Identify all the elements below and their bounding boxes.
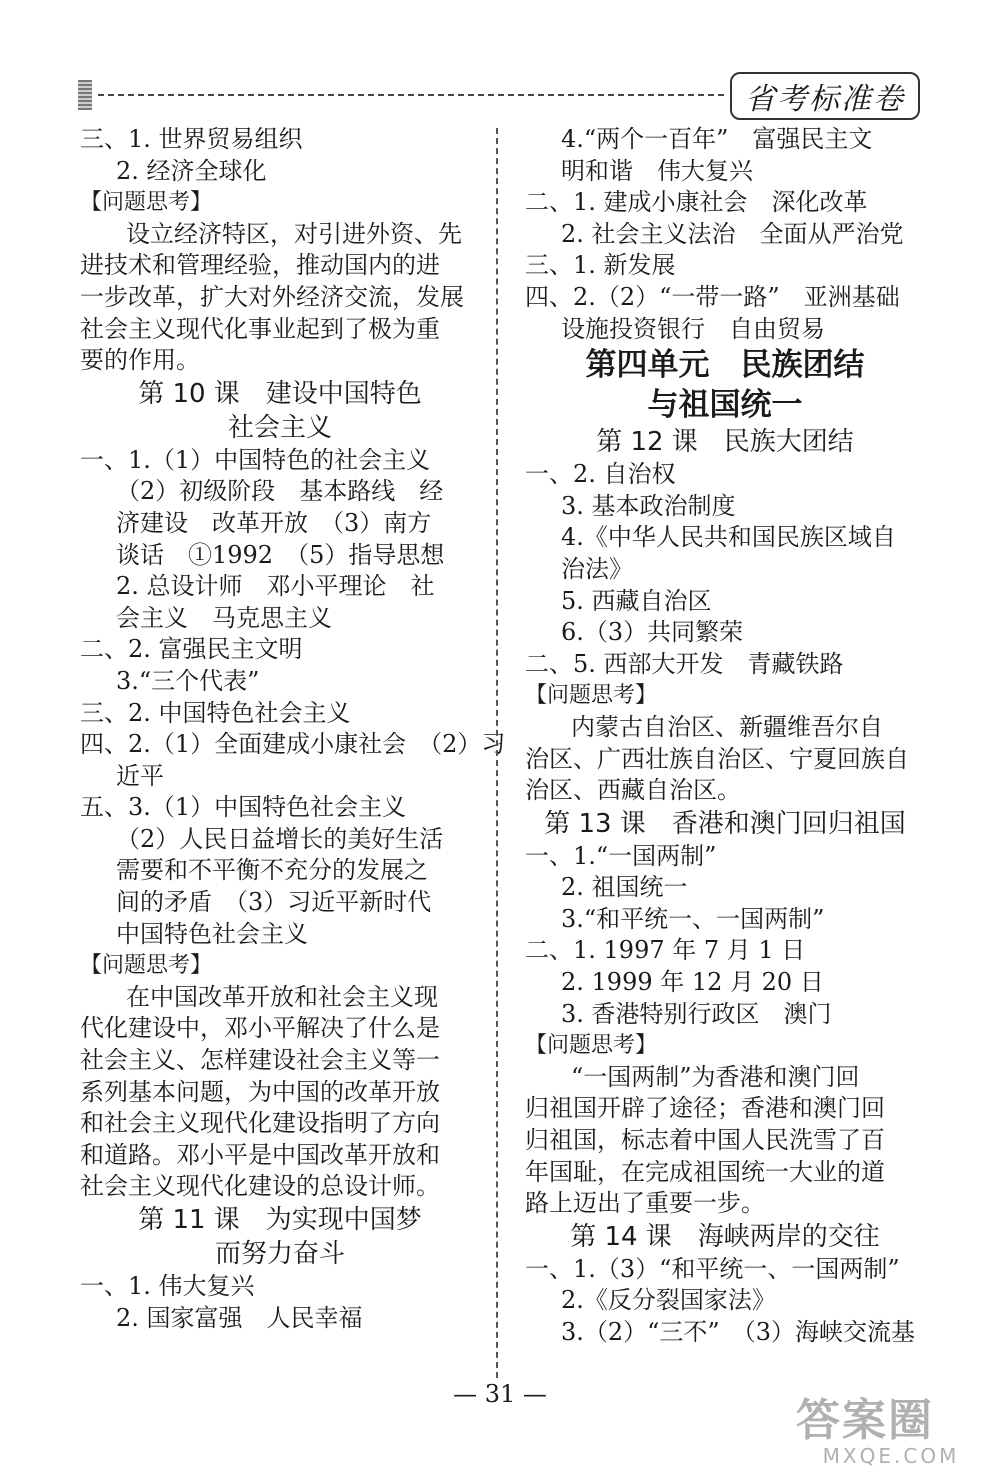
- answer-line: 3. 基本政治制度: [561, 491, 736, 520]
- answer-line: 治法》: [561, 554, 633, 583]
- right-column: [525, 124, 925, 1349]
- lesson-heading: 第 13 课 香港和澳门回归祖国: [544, 808, 906, 839]
- answer-line: 中国特色社会主义: [116, 919, 308, 948]
- answer-line: 和社会主义现代化建设指明了方向: [80, 1109, 440, 1138]
- answer-line: 2. 1999 年 12 月 20 日: [561, 968, 824, 997]
- series-brand: 省考标准卷: [730, 72, 920, 120]
- answer-line: 四、2.（1）全面建成小康社会 （2）习: [80, 730, 506, 759]
- answer-line: 5. 西藏自治区: [561, 586, 712, 615]
- answer-line: 三、1. 新发展: [525, 251, 676, 280]
- answer-line: 社会主义现代化事业起到了极为重: [80, 314, 440, 343]
- answer-line: 二、5. 西部大开发 青藏铁路: [525, 649, 844, 678]
- unit-heading: 第四单元 民族团结: [585, 347, 865, 384]
- answer-line: 近平: [116, 761, 164, 790]
- lesson-heading: 第 11 课 为实现中国梦: [138, 1205, 422, 1235]
- answer-line: 4.“两个一百年” 富强民主文: [561, 125, 873, 153]
- lesson-heading: 第 10 课 建设中国特色: [138, 378, 422, 409]
- answer-line: 路上迈出了重要一步。: [525, 1189, 765, 1218]
- answer-line: 归祖国，标志着中国人民洗雪了百: [525, 1126, 885, 1155]
- answer-line: 2. 祖国统一: [561, 873, 688, 902]
- answer-line: 年国耻，在完成祖国统一大业的道: [525, 1157, 885, 1186]
- answer-line: 3.（2）“三不” （3）海峡交流基: [561, 1318, 915, 1346]
- answer-line: 和道路。邓小平是中国改革开放和: [80, 1140, 440, 1169]
- answer-line: 治区、广西壮族自治区、宁夏回族自: [525, 744, 909, 773]
- watermark-text: 答案圈: [796, 1395, 934, 1446]
- answer-line: 二、1. 建成小康社会 深化改革: [525, 188, 868, 217]
- answer-line: 济建设 改革开放 （3）南方: [116, 508, 432, 537]
- answer-line: “一国两制”为香港和澳门回: [571, 1062, 860, 1091]
- answer-line: 治区、西藏自治区。: [525, 776, 741, 805]
- answer-line: 五、3.（1）中国特色社会主义: [80, 793, 407, 822]
- answer-line: 3.“三个代表”: [116, 666, 260, 695]
- answer-line: 3.“和平统一、一国两制”: [561, 904, 825, 933]
- page-header: [78, 72, 920, 122]
- lesson-heading: 而努力奋斗: [214, 1239, 345, 1269]
- answer-line: 一步改革，扩大对外经济交流，发展: [80, 282, 464, 311]
- answer-line: 一、1.（3）“和平统一、一国两制”: [525, 1254, 900, 1283]
- answer-line: 2. 经济全球化: [116, 156, 267, 185]
- answer-line: 一、1. 伟大复兴: [80, 1272, 255, 1300]
- answer-line: （2）人民日益增长的美好生活: [116, 824, 444, 853]
- lesson-heading: 第 12 课 民族大团结: [596, 427, 854, 458]
- answer-line: 一、2. 自治权: [525, 460, 676, 489]
- answer-line: 系列基本问题，为中国的改革开放: [80, 1077, 440, 1106]
- answer-line: 社会主义、怎样建设社会主义等一: [80, 1046, 440, 1075]
- watermark-logo: [796, 1395, 986, 1468]
- answer-line: 进技术和管理经验，推动国内的进: [80, 251, 440, 280]
- corner-ornament-icon: [78, 80, 92, 110]
- answer-line: 2. 总设计师 邓小平理论 社: [116, 572, 435, 601]
- section-tag: 【问题思考】: [80, 190, 213, 216]
- answer-line: 内蒙古自治区、新疆维吾尔自: [571, 712, 883, 741]
- answer-line: 四、2.（2）“一带一路” 亚洲基础: [525, 282, 900, 311]
- lesson-heading: 社会主义: [227, 412, 332, 443]
- watermark-url: MXQE.COM: [822, 1444, 960, 1468]
- answer-line: 3. 香港特别行政区 澳门: [561, 999, 832, 1028]
- answer-line: 二、1. 1997 年 7 月 1 日: [525, 936, 806, 965]
- answer-line: 代化建设中，邓小平解决了什么是: [80, 1014, 440, 1043]
- section-tag: 【问题思考】: [525, 683, 658, 709]
- answer-line: 会主义 马克思主义: [116, 603, 332, 632]
- page-number: — 31 —: [453, 1380, 547, 1408]
- answer-line: 要的作用。: [80, 346, 200, 375]
- answer-line: 社会主义现代化建设的总设计师。: [80, 1172, 440, 1201]
- answer-line: （2）初级阶段 基本路线 经: [116, 477, 444, 506]
- answer-line: 2. 国家富强 人民幸福: [116, 1303, 363, 1332]
- answer-line: 明和谐 伟大复兴: [561, 156, 753, 185]
- answer-line: 间的矛盾 （3）习近平新时代: [116, 888, 432, 917]
- section-tag: 【问题思考】: [525, 1033, 658, 1059]
- answer-line: 一、1.（1）中国特色的社会主义: [80, 445, 431, 474]
- answer-line: 2.《反分裂国家法》: [561, 1286, 776, 1315]
- column-divider: [496, 128, 498, 1378]
- answer-line: 设立经济特区，对引进外资、先: [126, 219, 462, 248]
- lesson-heading: 第 14 课 海峡两岸的交往: [570, 1221, 880, 1252]
- answer-line: 设施投资银行 自由贸易: [561, 314, 825, 343]
- section-tag: 【问题思考】: [80, 953, 213, 979]
- answer-line: 谈话 ①1992 （5）指导思想: [116, 540, 445, 569]
- answer-line: 三、1. 世界贸易组织: [80, 125, 303, 153]
- left-column: [80, 124, 506, 1334]
- answer-line: 6.（3）共同繁荣: [561, 618, 744, 647]
- answer-line: 4.《中华人民共和国民族区域自: [561, 523, 896, 552]
- answer-line: 2. 社会主义法治 全面从严治党: [561, 219, 904, 248]
- answer-line: 需要和不平衡不充分的发展之: [116, 856, 428, 885]
- answer-line: 三、2. 中国特色社会主义: [80, 698, 351, 727]
- answer-line: 一、1.“一国两制”: [525, 841, 717, 870]
- header-rule: [98, 94, 724, 96]
- answer-line: 在中国改革开放和社会主义现: [126, 982, 438, 1011]
- answer-line: 二、2. 富强民主文明: [80, 635, 303, 664]
- unit-heading: 与祖国统一: [647, 387, 803, 424]
- answer-line: 归祖国开辟了途径；香港和澳门回: [525, 1094, 885, 1123]
